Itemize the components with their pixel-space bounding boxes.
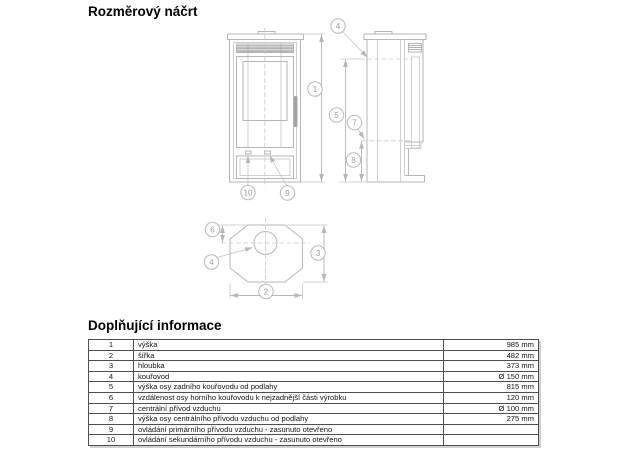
side-grille-profile bbox=[409, 44, 422, 53]
dimension-label-cell: šířka bbox=[134, 350, 444, 361]
dimension-value-cell: 373 mm bbox=[444, 361, 539, 372]
dimension-6-flue-offset bbox=[218, 225, 248, 243]
callout-9 bbox=[280, 186, 294, 200]
svg-text:6: 6 bbox=[210, 225, 215, 235]
side-top-plate bbox=[364, 34, 426, 40]
svg-text:4: 4 bbox=[335, 21, 341, 31]
dimension-label-cell: centrální přívod vzduchu bbox=[134, 403, 444, 414]
front-door-handle bbox=[294, 96, 298, 127]
table-row bbox=[89, 403, 539, 414]
callout-4-side bbox=[331, 19, 345, 33]
side-panel-edges bbox=[378, 40, 405, 183]
callout-5 bbox=[329, 108, 343, 122]
callout-6 bbox=[205, 222, 219, 236]
dimension-label-cell: ovládání sekundárního přívodu vzduchu - zasunuto otevřeno bbox=[134, 435, 444, 446]
callout-3 bbox=[311, 246, 325, 260]
page-title: Rozměrový náčrt bbox=[88, 4, 198, 19]
top-body-octagon bbox=[230, 225, 303, 282]
row-number-cell: 5 bbox=[89, 382, 134, 393]
row-number-cell: 4 bbox=[89, 371, 134, 382]
row-number-cell: 8 bbox=[89, 414, 134, 425]
callout-8 bbox=[346, 153, 360, 167]
table-row bbox=[89, 350, 539, 361]
table-row bbox=[89, 371, 539, 382]
top-view bbox=[217, 218, 328, 300]
dimension-1-height bbox=[301, 34, 325, 182]
leader-line-4-top bbox=[217, 248, 253, 258]
leader-line-7 bbox=[358, 129, 365, 140]
dimension-value-cell: 985 mm bbox=[444, 340, 539, 351]
dimension-value-cell bbox=[444, 435, 539, 446]
dimension-value-cell: Ø 150 mm bbox=[444, 371, 539, 382]
svg-text:5: 5 bbox=[334, 110, 339, 120]
dimension-value-cell: 482 mm bbox=[444, 350, 539, 361]
dimension-value-cell: 275 mm bbox=[444, 414, 539, 425]
dimension-label-cell: ovládání primárního přívodu vzduchu - zasunuto otevřeno bbox=[134, 424, 444, 435]
table-row bbox=[89, 424, 539, 435]
leader-line-9 bbox=[270, 155, 287, 186]
callout-10 bbox=[241, 185, 255, 199]
callout-2 bbox=[259, 284, 273, 298]
dimension-value-cell bbox=[444, 424, 539, 435]
dimension-label-cell: hloubka bbox=[134, 361, 444, 372]
dimensions-table bbox=[88, 339, 539, 446]
svg-text:2: 2 bbox=[263, 287, 269, 297]
svg-text:3: 3 bbox=[315, 248, 321, 258]
front-top-plate bbox=[228, 34, 304, 40]
svg-text:1: 1 bbox=[312, 84, 318, 94]
side-door-profile bbox=[412, 57, 420, 148]
row-number-cell: 1 bbox=[89, 340, 134, 351]
table-row bbox=[89, 414, 539, 425]
dimension-value-cell: Ø 100 mm bbox=[444, 403, 539, 414]
callout-1 bbox=[308, 82, 322, 96]
callout-4-top bbox=[204, 255, 218, 269]
dimension-label-cell: výška osy centrálního přívodu vzduchu od podlahy bbox=[134, 414, 444, 425]
side-body-outline bbox=[367, 40, 425, 183]
table-row bbox=[89, 340, 539, 351]
dimension-label-cell: kouřovod bbox=[134, 371, 444, 382]
table-row bbox=[89, 382, 539, 393]
front-view bbox=[228, 28, 325, 187]
row-number-cell: 6 bbox=[89, 392, 134, 403]
dimension-label-cell: výška bbox=[134, 340, 444, 351]
row-number-cell: 10 bbox=[89, 435, 134, 446]
table-row bbox=[89, 392, 539, 403]
dimension-label-cell: vzdálenost osy horního kouřovodu k nejzadnější části výrobku bbox=[134, 392, 444, 403]
table-row bbox=[89, 435, 539, 446]
section-title: Doplňující informace bbox=[88, 318, 222, 333]
svg-text:10: 10 bbox=[243, 188, 253, 198]
dimension-value-cell: 120 mm bbox=[444, 392, 539, 403]
row-number-cell: 2 bbox=[89, 350, 134, 361]
svg-text:8: 8 bbox=[351, 155, 356, 165]
svg-text:9: 9 bbox=[285, 188, 290, 198]
row-number-cell: 3 bbox=[89, 361, 134, 372]
svg-text:7: 7 bbox=[352, 118, 357, 128]
dimension-value-cell: 815 mm bbox=[444, 382, 539, 393]
callout-7 bbox=[347, 115, 361, 129]
row-number-cell: 7 bbox=[89, 403, 134, 414]
svg-text:4: 4 bbox=[209, 257, 214, 267]
table-row bbox=[89, 361, 539, 372]
front-air-controls bbox=[246, 151, 271, 154]
row-number-cell: 9 bbox=[89, 424, 134, 435]
dimension-label-cell: výška osy zadního kouřovodu od podlahy bbox=[134, 382, 444, 393]
